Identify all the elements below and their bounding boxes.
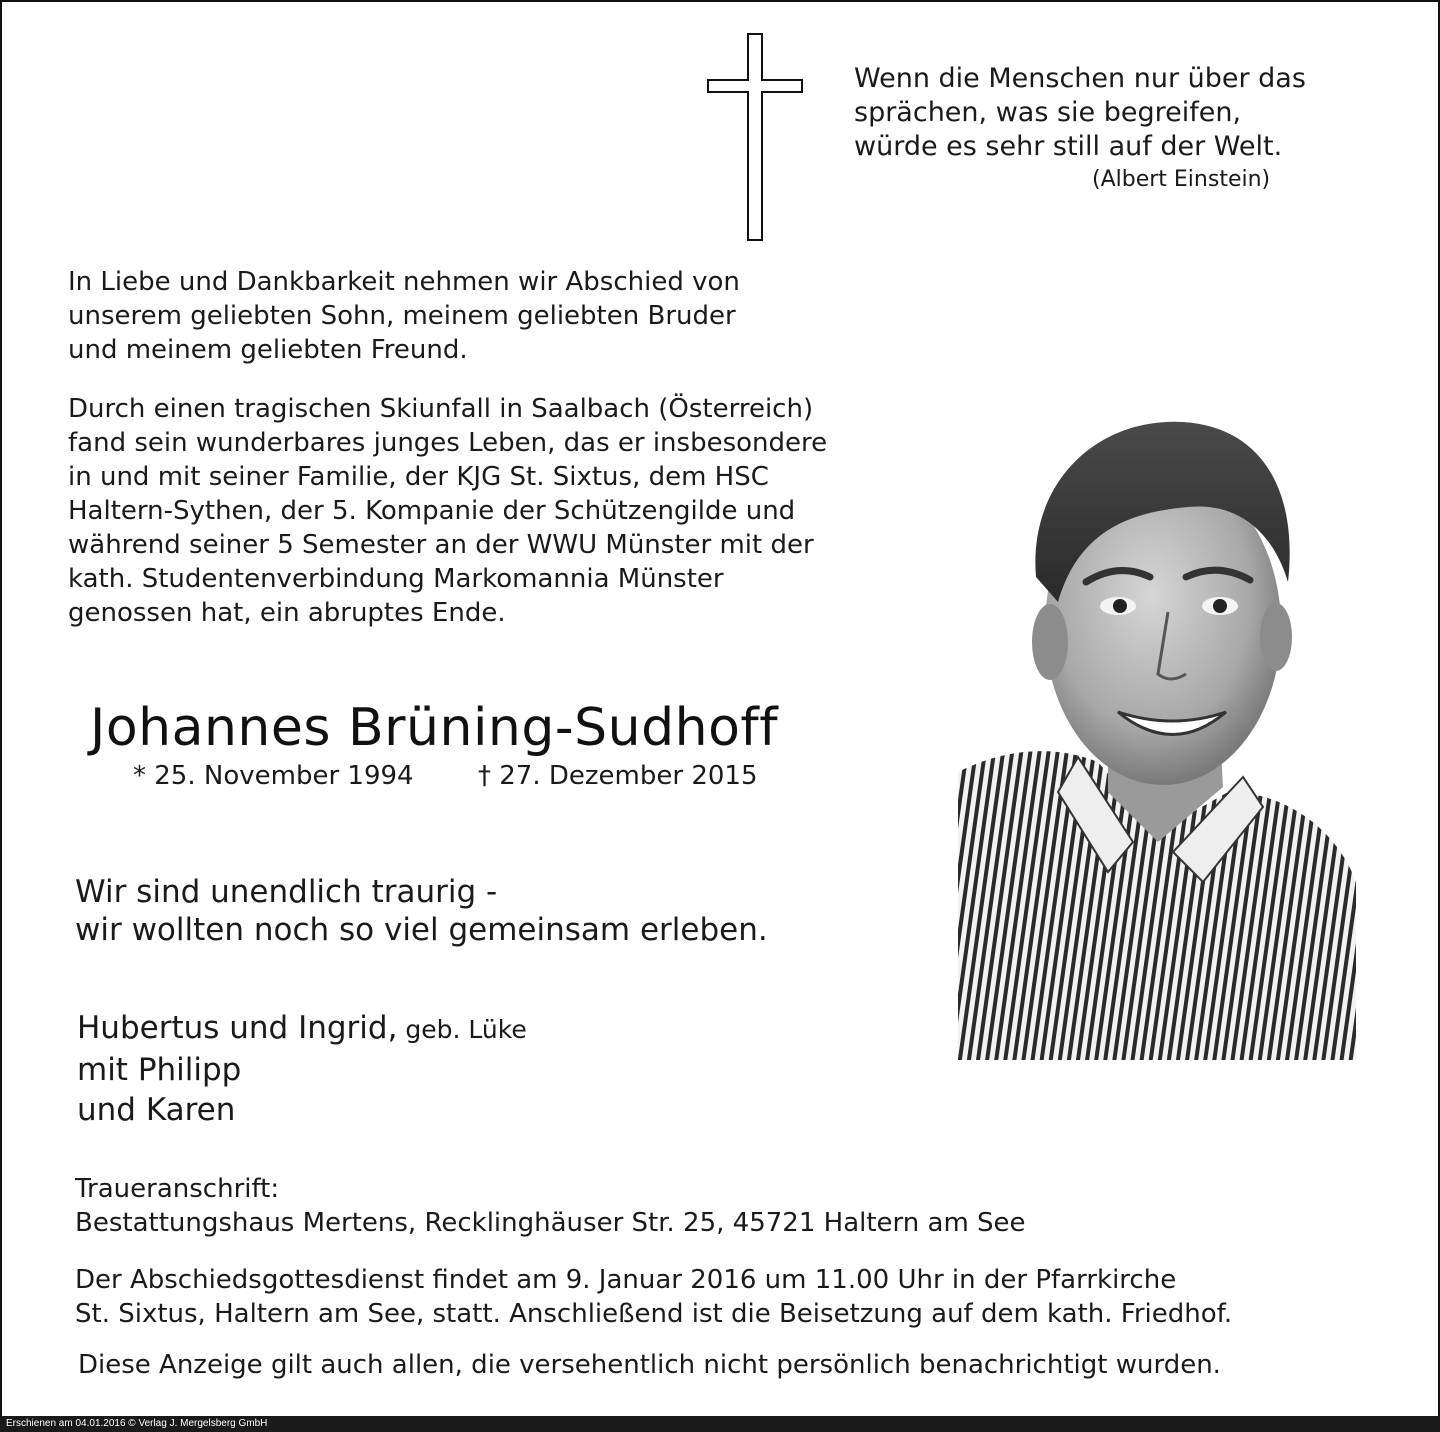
portrait-photo (958, 412, 1356, 1060)
deceased-name: Johannes Brüning-Sudhoff (90, 698, 778, 758)
family-sibling-line: mit Philipp (77, 1052, 242, 1088)
service-info (75, 1263, 1232, 1331)
story-line: fand sein wunderbares junges Leben, das er insbesondere (68, 428, 828, 458)
publication-footer: Erschienen am 04.01.2016 © Verlag J. Mergelsberg GmbH (0, 1416, 1440, 1432)
story-line: kath. Studentenverbindung Markomannia Münster (68, 564, 724, 594)
family-parents-line (77, 1008, 527, 1050)
mourning-line: wir wollten noch so viel gemeinsam erleben. (75, 912, 768, 948)
mourning-line: Wir sind unendlich traurig - (75, 874, 498, 910)
notice-text: Diese Anzeige gilt auch allen, die versehentlich nicht persönlich benachrichtigt wurden. (78, 1350, 1221, 1380)
story-paragraph (68, 392, 928, 630)
story-line: Haltern-Sythen, der 5. Kompanie der Schützengilde und (68, 496, 796, 526)
intro-paragraph (68, 265, 828, 367)
quote-text (854, 62, 1306, 164)
intro-line: In Liebe und Dankbarkeit nehmen wir Abschied von (68, 267, 740, 297)
death-date: † 27. Dezember 2015 (478, 761, 758, 791)
service-line: Der Abschiedsgottesdienst findet am 9. Januar 2016 um 11.00 Uhr in der Pfarrkirche (75, 1265, 1177, 1295)
address-value: Bestattungshaus Mertens, Recklinghäuser Str. 25, 45721 Haltern am See (75, 1208, 1026, 1238)
quote-line: würde es sehr still auf der Welt. (854, 131, 1283, 162)
family-signature (77, 1008, 527, 1130)
quote-author: (Albert Einstein) (1092, 167, 1271, 192)
family-friend-line: und Karen (77, 1092, 236, 1128)
intro-line: und meinem geliebten Freund. (68, 335, 468, 365)
family-parents: Hubertus und Ingrid, (77, 1010, 398, 1046)
story-line: in und mit seiner Familie, der KJG St. Sixtus, dem HSC (68, 462, 769, 492)
story-line: Durch einen tragischen Skiunfall in Saalbach (Österreich) (68, 394, 814, 424)
story-line: während seiner 5 Semester an der WWU Münster mit der (68, 530, 814, 560)
family-maiden-name: geb. Lüke (397, 1015, 527, 1044)
cross-icon (707, 33, 803, 241)
quote-line: Wenn die Menschen nur über das (854, 63, 1306, 94)
quote-line: sprächen, was sie begreifen, (854, 97, 1242, 128)
mourning-text (75, 873, 768, 949)
birth-date: * 25. November 1994 (133, 761, 414, 791)
story-line: genossen hat, ein abruptes Ende. (68, 598, 506, 628)
intro-line: unserem geliebten Sohn, meinem geliebten Bruder (68, 301, 736, 331)
service-line: St. Sixtus, Haltern am See, statt. Anschließend ist die Beisetzung auf dem kath. Friedhof. (75, 1299, 1233, 1329)
address-label: Traueranschrift: (75, 1174, 280, 1204)
mourning-address (75, 1172, 1026, 1240)
